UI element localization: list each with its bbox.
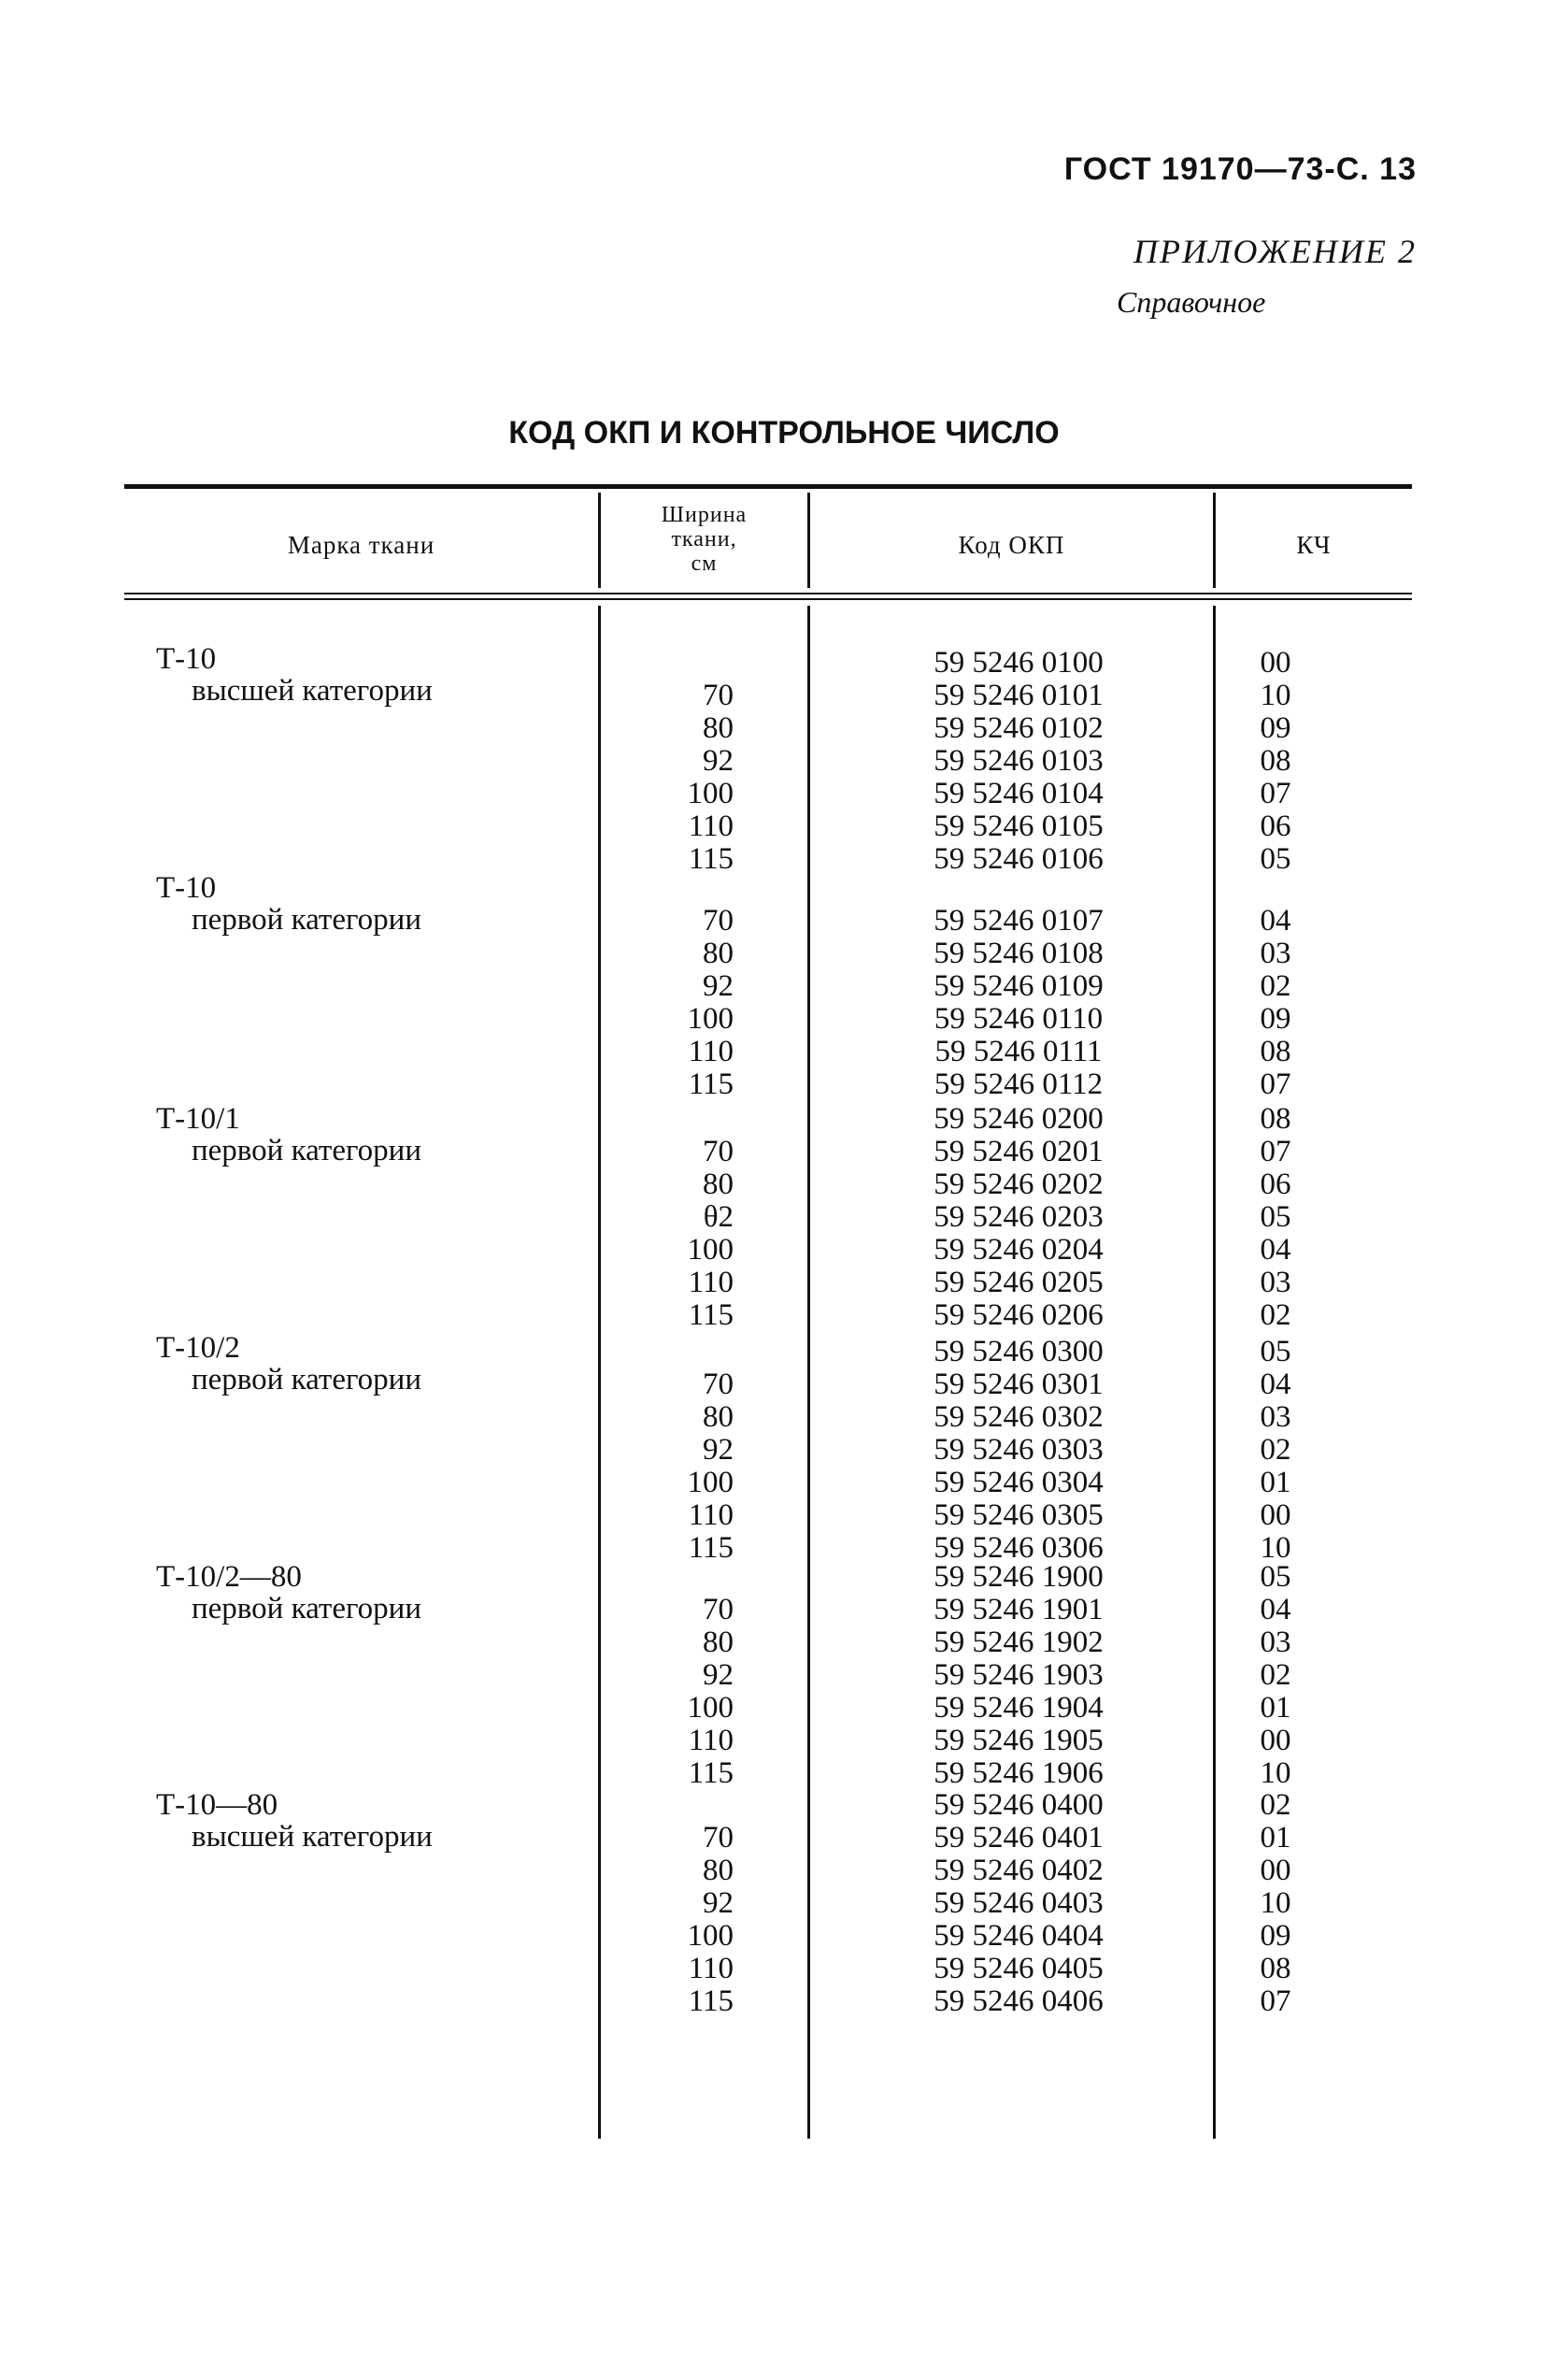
column-divider <box>807 606 810 2139</box>
okp-code: 59 5246 1906 <box>934 1756 1104 1790</box>
control-number: 08 <box>1260 1102 1291 1136</box>
fabric-width: 92 <box>703 1886 734 1920</box>
fabric-width: 70 <box>703 1593 734 1626</box>
control-number: 00 <box>1260 1854 1291 1887</box>
control-number: 05 <box>1260 1200 1291 1234</box>
control-number: 05 <box>1260 1560 1291 1594</box>
control-number: 03 <box>1260 937 1291 970</box>
fabric-category: высшей категории <box>192 1820 433 1854</box>
okp-code: 59 5246 0100 <box>934 646 1104 680</box>
okp-code: 59 5246 0300 <box>934 1335 1104 1368</box>
okp-code: 59 5246 0101 <box>934 679 1104 712</box>
fabric-width: 80 <box>703 1167 734 1201</box>
okp-code: 59 5246 0107 <box>934 904 1104 938</box>
okp-code: 59 5246 1905 <box>934 1724 1104 1757</box>
okp-code: 59 5246 0110 <box>934 1002 1104 1036</box>
fabric-brand: Т-10—80 <box>156 1788 278 1822</box>
fabric-width: 80 <box>703 1625 734 1659</box>
okp-code: 59 5246 0111 <box>934 1035 1103 1068</box>
fabric-width: 100 <box>687 777 734 810</box>
fabric-width: 70 <box>703 1135 734 1168</box>
fabric-width: 80 <box>703 1854 734 1887</box>
fabric-category: первой категории <box>192 1592 422 1625</box>
column-header-brand: Марка ткани <box>287 531 435 559</box>
control-number: 10 <box>1260 1886 1291 1920</box>
appendix-label: ПРИЛОЖЕНИЕ 2 <box>1133 233 1417 270</box>
fabric-category: первой категории <box>192 903 422 937</box>
okp-code: 59 5246 0301 <box>934 1368 1104 1401</box>
okp-code: 59 5246 0403 <box>934 1886 1104 1920</box>
fabric-brand: Т-10 <box>156 642 217 676</box>
control-number: 08 <box>1260 1035 1291 1068</box>
control-number: 07 <box>1260 1984 1291 2018</box>
okp-code: 59 5246 0405 <box>934 1952 1104 1985</box>
fabric-width: 110 <box>688 1266 734 1299</box>
okp-code: 59 5246 0204 <box>934 1233 1104 1267</box>
okp-code: 59 5246 0108 <box>934 937 1104 970</box>
control-number: 01 <box>1260 1821 1291 1855</box>
okp-code: 59 5246 1901 <box>934 1593 1104 1626</box>
column-header-width-line: ткани, <box>671 527 737 551</box>
okp-code: 59 5246 0402 <box>934 1854 1104 1887</box>
okp-code: 59 5246 0306 <box>934 1531 1104 1565</box>
okp-code: 59 5246 0109 <box>934 969 1104 1003</box>
control-number: 01 <box>1260 1466 1291 1499</box>
control-number: 03 <box>1260 1266 1291 1299</box>
column-header-width-line: см <box>691 551 718 576</box>
fabric-width: 110 <box>688 809 734 843</box>
fabric-width: 92 <box>703 969 734 1003</box>
fabric-brand: Т-10/1 <box>156 1102 240 1136</box>
control-number: 04 <box>1260 1368 1291 1401</box>
control-number: 02 <box>1260 969 1291 1003</box>
okp-code: 59 5246 1903 <box>934 1658 1104 1692</box>
fabric-width: 110 <box>688 1724 734 1757</box>
okp-code: 59 5246 0105 <box>934 809 1104 843</box>
fabric-category: высшей категории <box>192 674 433 708</box>
control-number: 02 <box>1260 1433 1291 1467</box>
control-number: 07 <box>1260 1135 1291 1168</box>
fabric-width: 110 <box>688 1952 734 1985</box>
fabric-width: 100 <box>687 1002 734 1036</box>
control-number: 05 <box>1260 842 1291 876</box>
control-number: 09 <box>1260 711 1291 745</box>
okp-code: 59 5246 0401 <box>934 1821 1104 1855</box>
control-number: 02 <box>1260 1658 1291 1692</box>
fabric-width: 70 <box>703 1368 734 1401</box>
okp-code: 59 5246 1902 <box>934 1625 1104 1659</box>
fabric-category: первой категории <box>192 1363 422 1396</box>
fabric-brand: Т-10/2 <box>156 1331 240 1365</box>
fabric-width: 110 <box>688 1035 734 1068</box>
okp-code: 59 5246 0206 <box>934 1298 1104 1332</box>
control-number: 06 <box>1260 1167 1291 1201</box>
fabric-width: θ2 <box>703 1200 734 1234</box>
control-number: 08 <box>1260 1952 1291 1985</box>
fabric-category: первой категории <box>192 1134 422 1167</box>
okp-code: 59 5246 0112 <box>934 1067 1104 1101</box>
control-number: 09 <box>1260 1919 1291 1953</box>
okp-code: 59 5246 0302 <box>934 1400 1104 1434</box>
fabric-width: 92 <box>703 744 734 778</box>
column-header-width <box>601 503 807 576</box>
control-number: 02 <box>1260 1298 1291 1332</box>
okp-code: 59 5246 0202 <box>934 1167 1104 1201</box>
fabric-width: 70 <box>703 904 734 938</box>
okp-code: 59 5246 1904 <box>934 1691 1104 1725</box>
control-number: 07 <box>1260 777 1291 810</box>
okp-code: 59 5246 0102 <box>934 711 1104 745</box>
okp-code: 59 5246 0106 <box>934 842 1104 876</box>
okp-code: 59 5246 0400 <box>934 1788 1104 1822</box>
okp-code: 59 5246 0303 <box>934 1433 1104 1467</box>
control-number: 03 <box>1260 1400 1291 1434</box>
okp-code: 59 5246 0305 <box>934 1498 1104 1532</box>
fabric-width: 70 <box>703 1821 734 1855</box>
fabric-width: 100 <box>687 1691 734 1725</box>
control-number: 00 <box>1260 1724 1291 1757</box>
fabric-brand: Т-10 <box>156 871 217 905</box>
fabric-width: 80 <box>703 1400 734 1434</box>
okp-code: 59 5246 0203 <box>934 1200 1104 1234</box>
document-number: ГОСТ 19170—73-С. 13 <box>1063 151 1417 187</box>
control-number: 07 <box>1260 1067 1291 1101</box>
column-divider <box>598 606 601 2139</box>
fabric-width: 115 <box>688 1298 734 1332</box>
fabric-width: 115 <box>688 842 734 876</box>
control-number: 05 <box>1260 1335 1291 1368</box>
control-number: 08 <box>1260 744 1291 778</box>
header-separator-rule <box>124 593 1412 594</box>
fabric-width: 115 <box>688 1984 734 2018</box>
okp-code: 59 5246 0304 <box>934 1466 1104 1499</box>
okp-code: 59 5246 0200 <box>934 1102 1104 1136</box>
fabric-width: 100 <box>687 1233 734 1267</box>
okp-code: 59 5246 0104 <box>934 777 1104 810</box>
okp-code: 59 5246 0404 <box>934 1919 1104 1953</box>
column-header-code: Код ОКП <box>958 531 1065 559</box>
control-number: 10 <box>1260 1531 1291 1565</box>
page-title: КОД ОКП И КОНТРОЛЬНОЕ ЧИСЛО <box>508 415 1060 451</box>
control-number: 04 <box>1260 1593 1291 1626</box>
control-number: 01 <box>1260 1691 1291 1725</box>
okp-code: 59 5246 0406 <box>934 1984 1104 2018</box>
fabric-width: 80 <box>703 937 734 970</box>
okp-code: 59 5246 1900 <box>934 1560 1104 1594</box>
control-number: 10 <box>1260 1756 1291 1790</box>
control-number: 09 <box>1260 1002 1291 1036</box>
control-number: 06 <box>1260 809 1291 843</box>
table-top-rule <box>124 484 1412 489</box>
fabric-width: 80 <box>703 711 734 745</box>
header-separator-rule-2 <box>124 598 1412 600</box>
control-number: 10 <box>1260 679 1291 712</box>
fabric-width: 100 <box>687 1466 734 1499</box>
column-divider <box>1213 606 1216 2139</box>
fabric-width: 100 <box>687 1919 734 1953</box>
fabric-width: 115 <box>688 1067 734 1101</box>
column-header-width-line: Ширина <box>661 503 748 527</box>
control-number: 00 <box>1260 1498 1291 1532</box>
control-number: 04 <box>1260 904 1291 938</box>
control-number: 04 <box>1260 1233 1291 1267</box>
fabric-width: 92 <box>703 1658 734 1692</box>
fabric-width: 92 <box>703 1433 734 1467</box>
fabric-width: 115 <box>688 1756 734 1790</box>
fabric-width: 115 <box>688 1531 734 1565</box>
fabric-width: 110 <box>688 1498 734 1532</box>
control-number: 00 <box>1260 646 1291 680</box>
okp-code: 59 5246 0103 <box>934 744 1104 778</box>
control-number: 02 <box>1260 1788 1291 1822</box>
okp-code: 59 5246 0205 <box>934 1266 1104 1299</box>
appendix-type: Справочное <box>1117 285 1266 319</box>
fabric-brand: Т-10/2—80 <box>156 1560 302 1594</box>
column-header-kch: КЧ <box>1296 531 1332 559</box>
fabric-width: 70 <box>703 679 734 712</box>
okp-code: 59 5246 0201 <box>934 1135 1104 1168</box>
control-number: 03 <box>1260 1625 1291 1659</box>
